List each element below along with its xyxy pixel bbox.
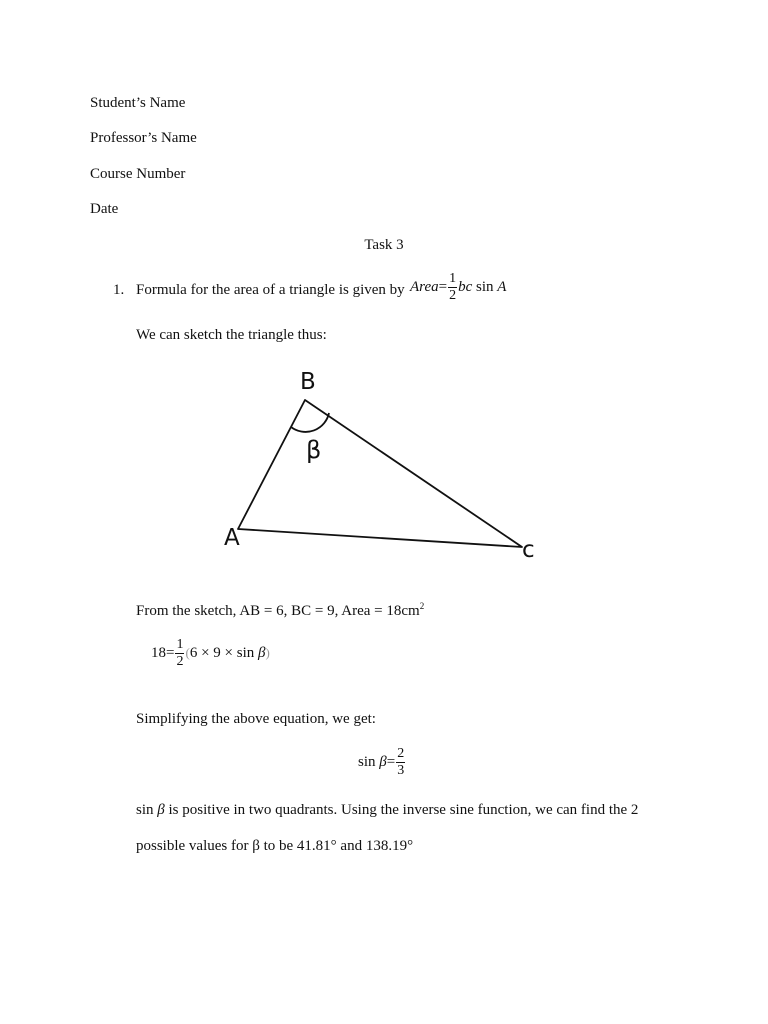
eq1-lhs: 18 bbox=[151, 644, 166, 661]
conclusion-line-2: possible values for β to be 41.81° and 138.19° bbox=[136, 838, 414, 854]
formula-area-var: Area bbox=[410, 278, 439, 295]
formula-equals: = bbox=[438, 278, 448, 295]
conclusion-beta: β bbox=[157, 802, 165, 818]
equation-sin-beta bbox=[358, 747, 406, 778]
vertex-label-c: c bbox=[522, 537, 535, 563]
triangle-outline bbox=[238, 400, 522, 547]
area-formula bbox=[410, 272, 506, 303]
vertex-label-a: A bbox=[224, 525, 240, 551]
conclusion-text-1: is positive in two quadrants. Using the inverse sine function, we can find the 2 bbox=[164, 802, 639, 818]
eq2-sin: sin bbox=[358, 753, 376, 770]
formula-fraction bbox=[448, 272, 457, 303]
student-name: Student’s Name bbox=[90, 95, 186, 111]
eq1-equals: = bbox=[166, 644, 175, 661]
page-title: Task 3 bbox=[364, 237, 404, 253]
given-values bbox=[136, 601, 425, 619]
conclusion-sin: sin bbox=[136, 802, 154, 818]
item1-intro: Formula for the area of a triangle is given by bbox=[136, 282, 405, 298]
eq2-equals: = bbox=[386, 753, 396, 770]
sketch-intro: We can sketch the triangle thus: bbox=[136, 327, 327, 343]
equation-area bbox=[151, 638, 270, 669]
eq1-body: 6 × 9 × sin bbox=[189, 644, 255, 661]
formula-sin: sin bbox=[476, 278, 494, 295]
formula-numerator: 1 bbox=[449, 271, 457, 286]
course-number: Course Number bbox=[90, 166, 186, 182]
formula-denominator: 2 bbox=[449, 288, 457, 303]
eq1-denominator: 2 bbox=[176, 654, 184, 669]
eq2-fraction bbox=[396, 747, 405, 778]
eq1-open-paren: ( bbox=[185, 644, 190, 660]
eq1-fraction bbox=[175, 638, 184, 669]
date: Date bbox=[90, 201, 119, 217]
vertex-label-b: B bbox=[300, 369, 316, 395]
formula-bc: bc bbox=[458, 278, 473, 295]
given-text: From the sketch, AB = 6, BC = 9, Area = 18cm bbox=[136, 603, 420, 619]
eq2-denominator: 3 bbox=[397, 763, 405, 778]
triangle-sketch bbox=[210, 360, 550, 565]
list-number: 1. bbox=[113, 282, 125, 298]
professor-name: Professor’s Name bbox=[90, 130, 197, 146]
conclusion-line-1 bbox=[136, 803, 638, 818]
eq2-numerator: 2 bbox=[397, 746, 405, 761]
angle-label-beta: β bbox=[306, 436, 322, 464]
eq2-beta: β bbox=[379, 753, 387, 770]
given-superscript: 2 bbox=[419, 601, 425, 611]
eq1-numerator: 1 bbox=[176, 637, 184, 652]
formula-arg: A bbox=[497, 278, 507, 295]
eq1-beta: β bbox=[258, 644, 266, 661]
eq1-close-paren: ) bbox=[265, 644, 270, 660]
simplify-text: Simplifying the above equation, we get: bbox=[136, 711, 376, 727]
